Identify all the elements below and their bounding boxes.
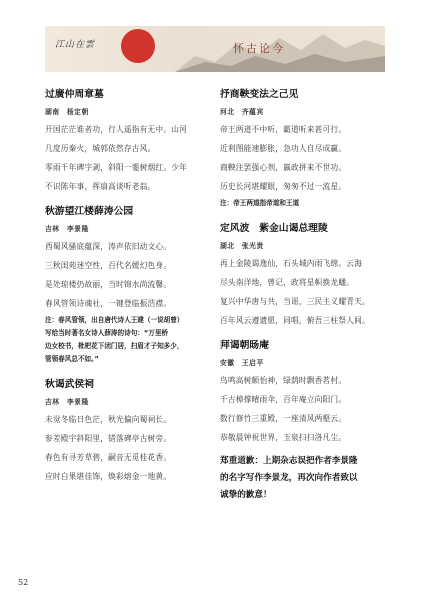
poem-line: 商鞅注罢强心剂，嬴政拼来不世功。 bbox=[220, 163, 347, 172]
note-line: 写给当时著名女诗人薛涛的诗句：“万里桥 bbox=[45, 329, 169, 337]
poem-title: 秋谒武侯祠 bbox=[45, 379, 94, 390]
poem-line: 近利图能速膨胀，急功人自尽成赢。 bbox=[220, 144, 347, 153]
poem-title: 过廣仲周章墓 bbox=[45, 89, 104, 100]
poem-line: 是处琼楼仍故丽，当时锦水尚流馨。 bbox=[45, 280, 172, 289]
note-line: 注：春风管领，出自唐代诗人王建（一说胡曾） bbox=[45, 316, 184, 324]
poem-line: 春色有寻芳草碧，嗣音无觅桂花香。 bbox=[45, 453, 172, 462]
right-column bbox=[220, 86, 400, 503]
poem-line: 千古樟撑晴雨伞，百年庵立向阳门。 bbox=[220, 395, 347, 404]
poem-line: 未觉冬临日色茫，秋光偏向蜀祠长。 bbox=[45, 415, 172, 424]
poem-note bbox=[220, 197, 400, 210]
poem-line: 零雨千年碑字剥，斜阳一霎树烟红。少年 bbox=[45, 163, 187, 172]
poem-line: 不识陈年事，挥扇高谈听老翁。 bbox=[45, 182, 156, 191]
poem-note bbox=[45, 314, 229, 366]
poem-title: 抒商鞅变法之己见 bbox=[220, 89, 299, 100]
red-sun-graphic bbox=[121, 29, 155, 63]
banner-column-title: 怀古论今 bbox=[233, 42, 285, 55]
apology-line: 诚挚的歉意！ bbox=[220, 490, 272, 500]
poem-title: 秋游望江楼薛涛公园 bbox=[45, 206, 134, 217]
note-line: 边女校书，枇杷花下闭门居，扫眉才子知多少， bbox=[45, 342, 184, 350]
poem-line: 参差殿宇斜阳里，错落碑亭古树旁。 bbox=[45, 434, 172, 443]
poem bbox=[220, 337, 400, 444]
poem-line: 开国茫茫谁者功，行人遥指有无中。山河 bbox=[45, 125, 187, 134]
apology-line: 郑重道歉：上期杂志误把作者李景隆 bbox=[220, 456, 358, 466]
poem-title: 定风波 紫金山谒总理陵 bbox=[220, 223, 328, 234]
poem-line: 帝王两道不中听，霸道听来甚可行。 bbox=[220, 125, 347, 134]
poem-line: 尽头南洋地，曾记，政将星帜换龙蟠。 bbox=[220, 278, 355, 287]
poem-author: 吉林 李景隆 bbox=[45, 398, 89, 406]
poem bbox=[45, 376, 229, 483]
poem-line: 数行修竹三重殿，一座清风两壑云。 bbox=[220, 414, 347, 423]
note-line: 注：帝王两道指帝道和王道 bbox=[220, 199, 300, 207]
poem-author: 湖南 杨定朝 bbox=[45, 108, 89, 116]
poem-line: 几度历秦火，城郭依然存古风。 bbox=[45, 144, 156, 153]
poem bbox=[45, 86, 229, 193]
poem-author: 吉林 李景隆 bbox=[45, 225, 89, 233]
poem-author: 安徽 王启平 bbox=[220, 359, 264, 367]
note-line: 管领春风总不如。” bbox=[45, 355, 99, 363]
poem-line: 百年风云遵遗愿，同唱，俯吾三柱祭人间。 bbox=[220, 316, 370, 325]
poem-line: 春风管领诗魂社，一键登临振浩襟。 bbox=[45, 299, 172, 308]
poem-line: 复兴中华唐与共，当谣，三民主义耀青天。 bbox=[220, 297, 370, 306]
poem-author: 河北 齐蕴宾 bbox=[220, 108, 264, 116]
left-column bbox=[45, 86, 229, 493]
column-banner bbox=[45, 26, 385, 72]
poem-line: 恭敬晨钟祝世界，玉泉扫扫洛凡尘。 bbox=[220, 433, 347, 442]
poem bbox=[220, 86, 400, 210]
apology-line: 的名字写作李景龙，再次向作者致以 bbox=[220, 473, 358, 483]
page-number: 52 bbox=[18, 578, 29, 587]
poem-line: 应时白果堪佳饰，焕彩熔金一地黄。 bbox=[45, 472, 172, 481]
banner-brand: 江山在雲 bbox=[55, 40, 96, 50]
poem-line: 鸟鸣高树颇怡神，绿荫时飘香茗村。 bbox=[220, 376, 347, 385]
poem-author: 湖北 张光贵 bbox=[220, 242, 264, 250]
poem-line: 历史长河堪耀眼，匆匆不过一流星。 bbox=[220, 182, 347, 191]
poem-line: 三秋闺苑迷空性，百代名媛幻色身。 bbox=[45, 261, 172, 270]
apology-notice bbox=[220, 454, 400, 503]
poem-line: 西蜀风骚底蕴深，涛声依旧动文心。 bbox=[45, 242, 172, 251]
poem bbox=[220, 220, 400, 327]
poem-title: 拜谒朝旸庵 bbox=[220, 340, 269, 351]
poem-line: 再上金陵谒逸仙，石头城内雨飞绵。云海 bbox=[220, 259, 362, 268]
poem bbox=[45, 203, 229, 366]
